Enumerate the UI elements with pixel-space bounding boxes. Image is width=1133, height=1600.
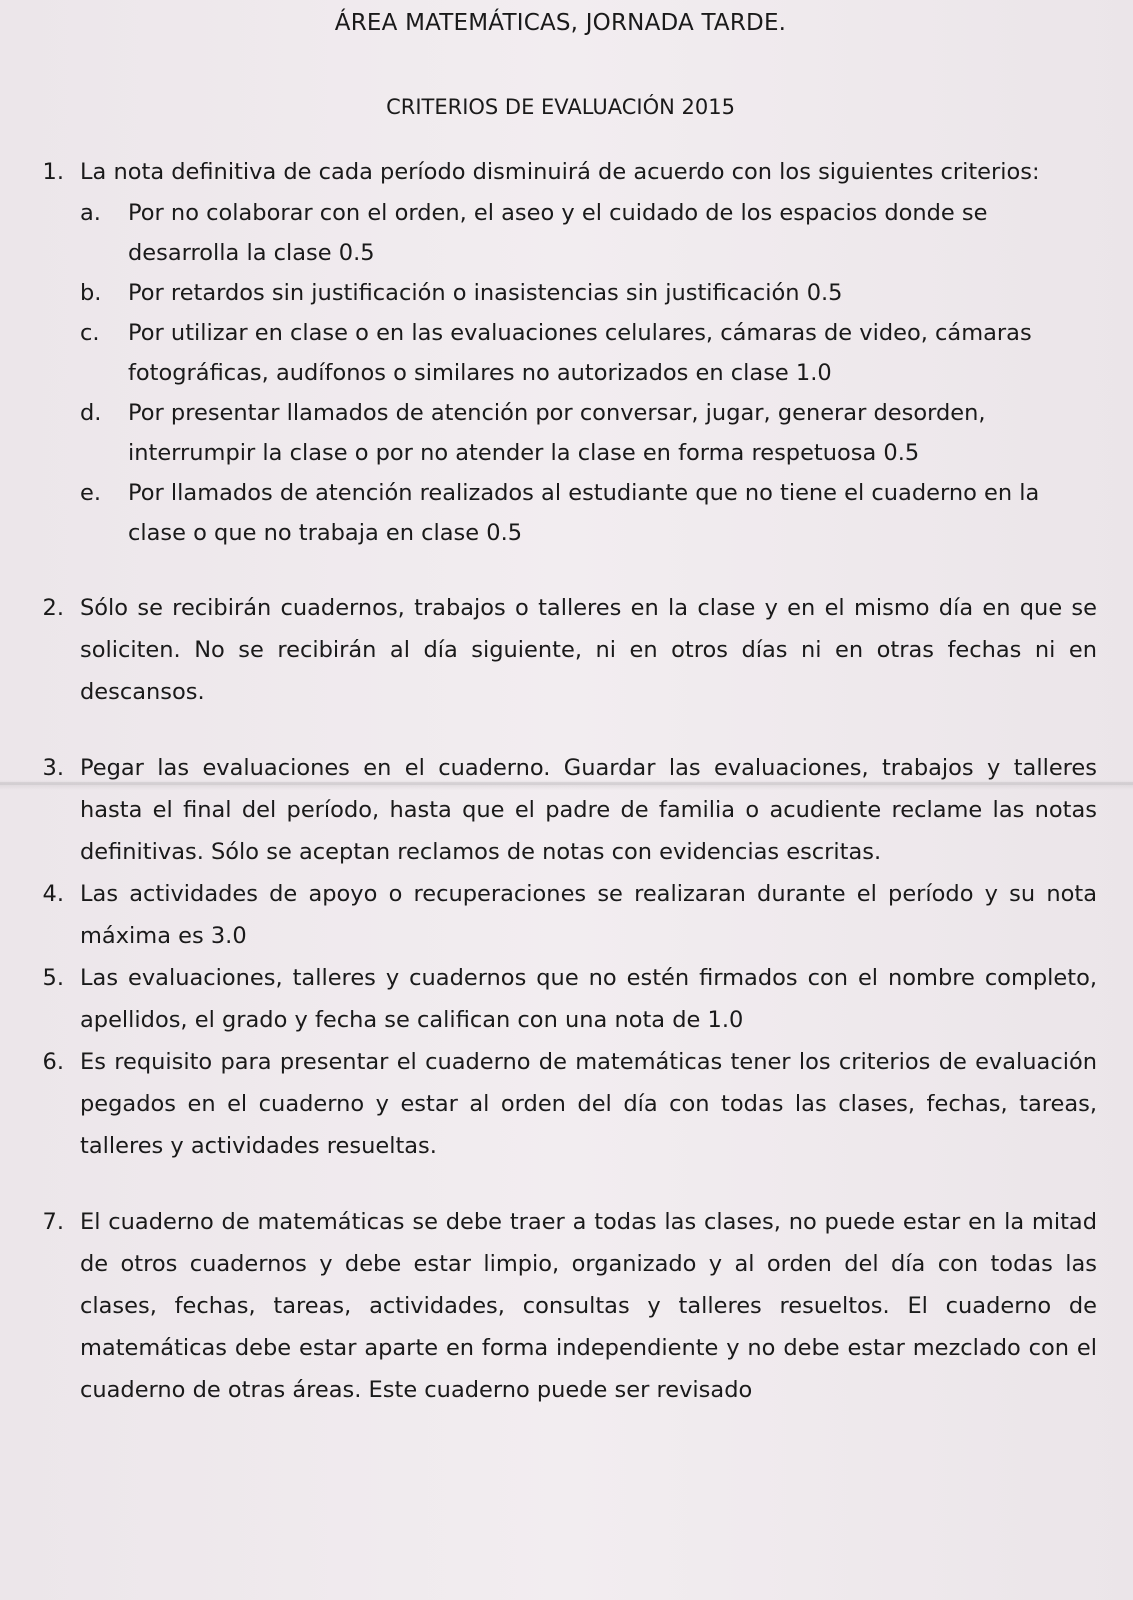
subitem-letter: d. [80,400,102,426]
subitem-text: Por llamados de atención realizados al estudiante que no tiene el cuaderno en la clase o que no trabaja en clase 0.5 [128,480,1040,546]
subitem-letter: c. [80,320,100,346]
criterion-2 [24,587,1097,713]
criterion-text: Sólo se recibirán cuadernos, trabajos o talleres en la clase y en el mismo día en que se soliciten. No se recibirán al día siguiente, ni en otros días ni en otras fechas ni en descansos. [80,595,1097,705]
criterion-text: Pegar las evaluaciones en el cuaderno. Guardar las evaluaciones, trabajos y talleres hasta el final del período, hasta que el padre de familia o acudiente reclame las notas definitivas. Sólo se aceptan reclamos de notas con evidencias escritas. [80,755,1097,865]
criterion-1 [24,151,1097,553]
criterion-3 [24,747,1097,873]
criterion-number: 1. [42,159,64,185]
criterion-5 [24,957,1097,1041]
criterion-text: Es requisito para presentar el cuaderno de matemáticas tener los criterios de evaluación pegados en el cuaderno y estar al orden del día con todas las clases, fechas, tareas, talleres y actividades resueltas. [80,1049,1097,1159]
document-title: ÁREA MATEMÁTICAS, JORNADA TARDE. [334,10,787,36]
criterion-number: 7. [42,1209,64,1235]
subitem-letter: b. [80,280,102,306]
criteria-list [24,151,1097,1411]
criterion-text: Las evaluaciones, talleres y cuadernos que no estén firmados con el nombre completo, apellidos, el grado y fecha se califican con una nota de 1.0 [80,965,1097,1033]
criterion-1-subitem-a [80,193,1097,273]
criterion-6 [24,1041,1097,1167]
criterion-1-subitem-e [80,473,1097,553]
criterion-1-subitem-d [80,393,1097,473]
subitem-letter: a. [80,200,101,226]
criterion-number: 2. [42,595,64,621]
subitem-letter: e. [80,480,101,506]
subitem-text: Por retardos sin justificación o inasistencias sin justificación 0.5 [128,280,843,306]
criterion-text: La nota definitiva de cada período disminuirá de acuerdo con los siguientes criterios: [80,159,1040,185]
criterion-text: El cuaderno de matemáticas se debe traer a todas las clases, no puede estar en la mitad de otros cuadernos y debe estar limpio, organizado y al orden del día con todas las clases, fechas, tareas, actividades, consultas y talleres resueltos. El cuaderno de matemáticas debe estar aparte en forma independiente y no debe estar mezclado con el cuaderno de otras áreas. Este cuaderno puede ser revisado [80,1209,1097,1403]
criterion-1-subitem-b [80,273,1097,313]
subitem-text: Por utilizar en clase o en las evaluaciones celulares, cámaras de video, cámaras fotográficas, audífonos o similares no autorizados en clase 1.0 [128,320,1032,386]
criterion-number: 5. [42,965,64,991]
subitem-text: Por no colaborar con el orden, el aseo y el cuidado de los espacios donde se desarrolla la clase 0.5 [128,200,988,266]
criterion-text: Las actividades de apoyo o recuperaciones se realizaran durante el período y su nota máxima es 3.0 [80,881,1097,949]
criterion-1-subitem-c [80,313,1097,393]
criterion-1-subitems [80,193,1097,553]
criterion-number: 3. [42,755,64,781]
criterion-number: 4. [42,881,64,907]
criterion-7 [24,1201,1097,1411]
subitem-text: Por presentar llamados de atención por conversar, jugar, generar desorden, interrumpir la clase o por no atender la clase en forma respetuosa 0.5 [128,400,986,466]
criterion-number: 6. [42,1049,64,1075]
document-subtitle: CRITERIOS DE EVALUACIÓN 2015 [386,95,735,119]
criterion-4 [24,873,1097,957]
